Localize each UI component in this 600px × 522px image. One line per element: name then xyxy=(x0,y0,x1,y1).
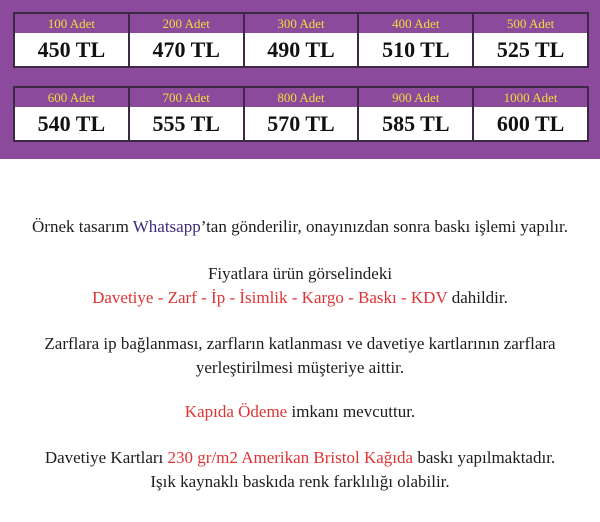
price-value: 540 TL xyxy=(37,111,106,136)
quantity-label: 700 Adet xyxy=(130,88,243,107)
price-cell xyxy=(15,88,130,140)
price-cell xyxy=(245,88,360,140)
info-text: Işık kaynaklı baskıda renk farklılığı olabilir. xyxy=(150,472,450,491)
quantity-label: 300 Adet xyxy=(245,14,358,33)
price-value: 450 TL xyxy=(37,37,106,62)
info-text: Davetiye Kartları xyxy=(44,448,168,467)
info-text: baskı yapılmaktadır. xyxy=(413,448,556,467)
quantity-label: 800 Adet xyxy=(245,88,358,107)
included-items-highlight: Davetiye - Zarf - İp - İsimlik - Kargo - Baskı - KDV xyxy=(92,288,448,307)
price-value: 600 TL xyxy=(496,111,565,136)
quantity-label: 100 Adet xyxy=(15,14,128,33)
price-value: 585 TL xyxy=(382,111,450,136)
price-cell xyxy=(359,88,474,140)
price-row-1 xyxy=(13,12,589,68)
info-included-items xyxy=(0,286,600,310)
info-whatsapp-line xyxy=(0,215,600,239)
info-text: dahildir. xyxy=(447,288,508,307)
price-cell xyxy=(474,14,587,66)
quantity-label: 900 Adet xyxy=(359,88,472,107)
whatsapp-highlight: Whatsapp xyxy=(132,217,201,236)
info-included-heading xyxy=(0,262,600,286)
price-cell xyxy=(130,14,245,66)
info-color-note xyxy=(0,470,600,494)
info-text: yerleştirilmesi müşteriye aittir. xyxy=(195,358,405,377)
price-panel xyxy=(0,0,600,159)
price-value: 470 TL xyxy=(152,37,220,62)
price-value: 510 TL xyxy=(382,37,450,62)
info-text: ’tan gönderilir, onayınızdan sonra baskı işlemi yapılır. xyxy=(200,217,568,236)
price-cell xyxy=(474,88,587,140)
paper-highlight: 230 gr/m2 Amerikan Bristol Kağıda xyxy=(167,448,414,467)
price-value: 525 TL xyxy=(496,37,565,62)
price-value: 555 TL xyxy=(152,111,220,136)
quantity-label: 200 Adet xyxy=(130,14,243,33)
price-cell xyxy=(130,88,245,140)
price-cell xyxy=(245,14,360,66)
info-text: Fiyatlara ürün görselindeki xyxy=(207,264,393,283)
info-envelope-line-2 xyxy=(0,356,600,380)
info-text: Örnek tasarım xyxy=(32,217,133,236)
price-value: 570 TL xyxy=(267,111,335,136)
price-row-2 xyxy=(13,86,589,142)
info-text: Zarflara ip bağlanması, zarfların katlanması ve davetiye kartlarının zarflara xyxy=(44,334,556,353)
payment-highlight: Kapıda Ödeme xyxy=(184,402,288,421)
quantity-label: 500 Adet xyxy=(474,14,587,33)
info-text: imkanı mevcuttur. xyxy=(287,402,416,421)
quantity-label: 1000 Adet xyxy=(474,88,587,107)
price-cell xyxy=(359,14,474,66)
info-envelope-line-1 xyxy=(0,332,600,356)
quantity-label: 400 Adet xyxy=(359,14,472,33)
info-payment-line xyxy=(0,400,600,424)
info-paper-line xyxy=(0,446,600,470)
price-cell xyxy=(15,14,130,66)
price-value: 490 TL xyxy=(267,37,335,62)
quantity-label: 600 Adet xyxy=(15,88,128,107)
